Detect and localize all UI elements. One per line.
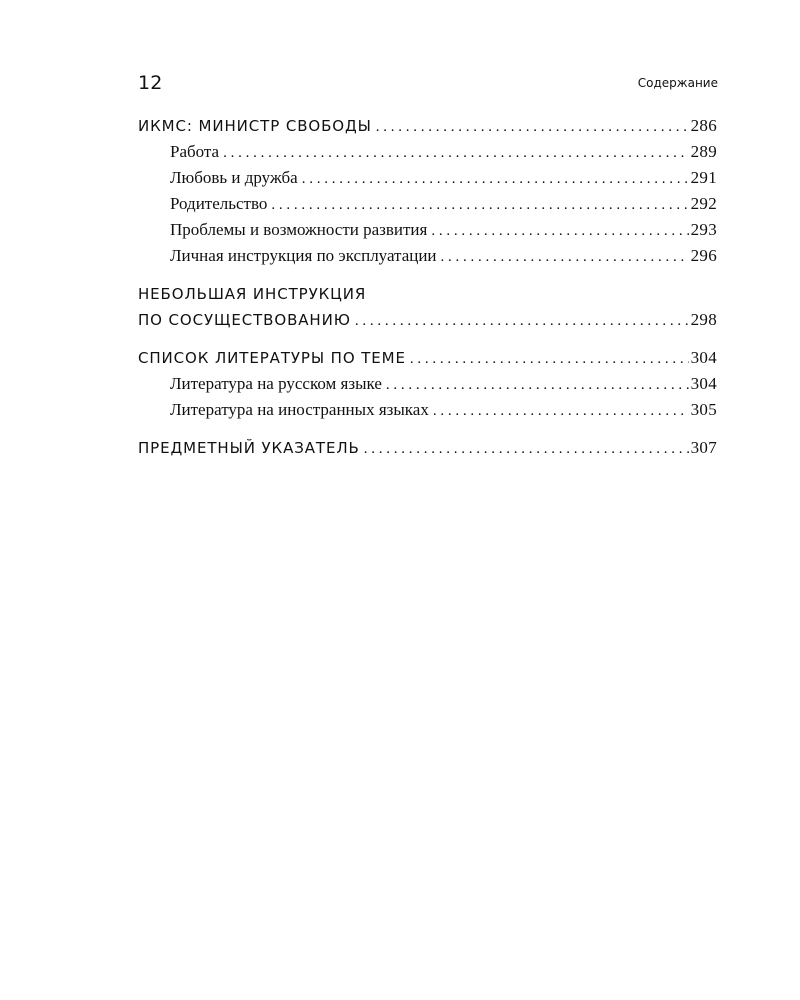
toc-entry-title: Любовь и дружба: [170, 168, 298, 187]
toc-entry-title: Литература на иностранных языках: [170, 400, 429, 419]
dot-leader: [364, 436, 689, 462]
dot-leader: [433, 398, 689, 424]
toc-entry-title: Работа: [170, 142, 220, 161]
dot-leader: [223, 140, 688, 166]
toc-entry-title: Литература на русском языке: [170, 374, 382, 393]
table-of-contents: [138, 113, 717, 461]
toc-entry-page: 286: [690, 116, 717, 135]
running-head: Содержание: [637, 76, 718, 90]
toc-entry-subsection: [138, 371, 717, 397]
toc-entry-title: НЕБОЛЬШАЯ ИНСТРУКЦИЯ: [138, 285, 367, 303]
toc-entry-subsection: [138, 397, 717, 423]
toc-entry-title: ИКМС: МИНИСТР СВОБОДЫ: [138, 117, 372, 135]
toc-entry-subsection: [138, 165, 717, 191]
toc-entry-section: [138, 435, 717, 461]
dot-leader: [271, 192, 688, 218]
toc-entry-title: ПРЕДМЕТНЫЙ УКАЗАТЕЛЬ: [138, 439, 360, 457]
toc-entry-page: 304: [690, 374, 717, 393]
toc-entry-page: 296: [690, 246, 717, 265]
toc-entry-page: 307: [690, 438, 717, 457]
dot-leader: [386, 372, 689, 398]
toc-entry-title: Родительство: [170, 194, 268, 213]
toc-entry-page: 305: [690, 400, 717, 419]
page-number: 12: [138, 72, 163, 94]
toc-entry-section: [138, 307, 717, 333]
page-header: [138, 72, 718, 96]
toc-entry-section: [138, 113, 717, 139]
toc-entry-title: Личная инструкция по эксплуатации: [170, 246, 437, 265]
toc-entry-page: 291: [690, 168, 717, 187]
toc-entry-page: 293: [690, 220, 717, 239]
toc-entry-title: ПО СОСУЩЕСТВОВАНИЮ: [138, 311, 351, 329]
dot-leader: [431, 218, 688, 244]
dot-leader: [441, 244, 689, 270]
dot-leader: [355, 308, 689, 334]
toc-entry-subsection: [138, 139, 717, 165]
toc-entry-title: СПИСОК ЛИТЕРАТУРЫ ПО ТЕМЕ: [138, 349, 406, 367]
toc-entry-page: 304: [690, 348, 717, 367]
dot-leader: [302, 166, 689, 192]
dot-leader: [410, 346, 689, 372]
toc-entry-page: 298: [690, 310, 717, 329]
toc-entry-page: 292: [690, 194, 717, 213]
toc-entry-title: Проблемы и возможности развития: [170, 220, 428, 239]
toc-entry-subsection: [138, 243, 717, 269]
toc-entry-section: [138, 345, 717, 371]
dot-leader: [376, 114, 689, 140]
toc-entry-title-line: [138, 281, 717, 307]
toc-entry-subsection: [138, 217, 717, 243]
toc-entry-page: 289: [690, 142, 717, 161]
toc-entry-subsection: [138, 191, 717, 217]
